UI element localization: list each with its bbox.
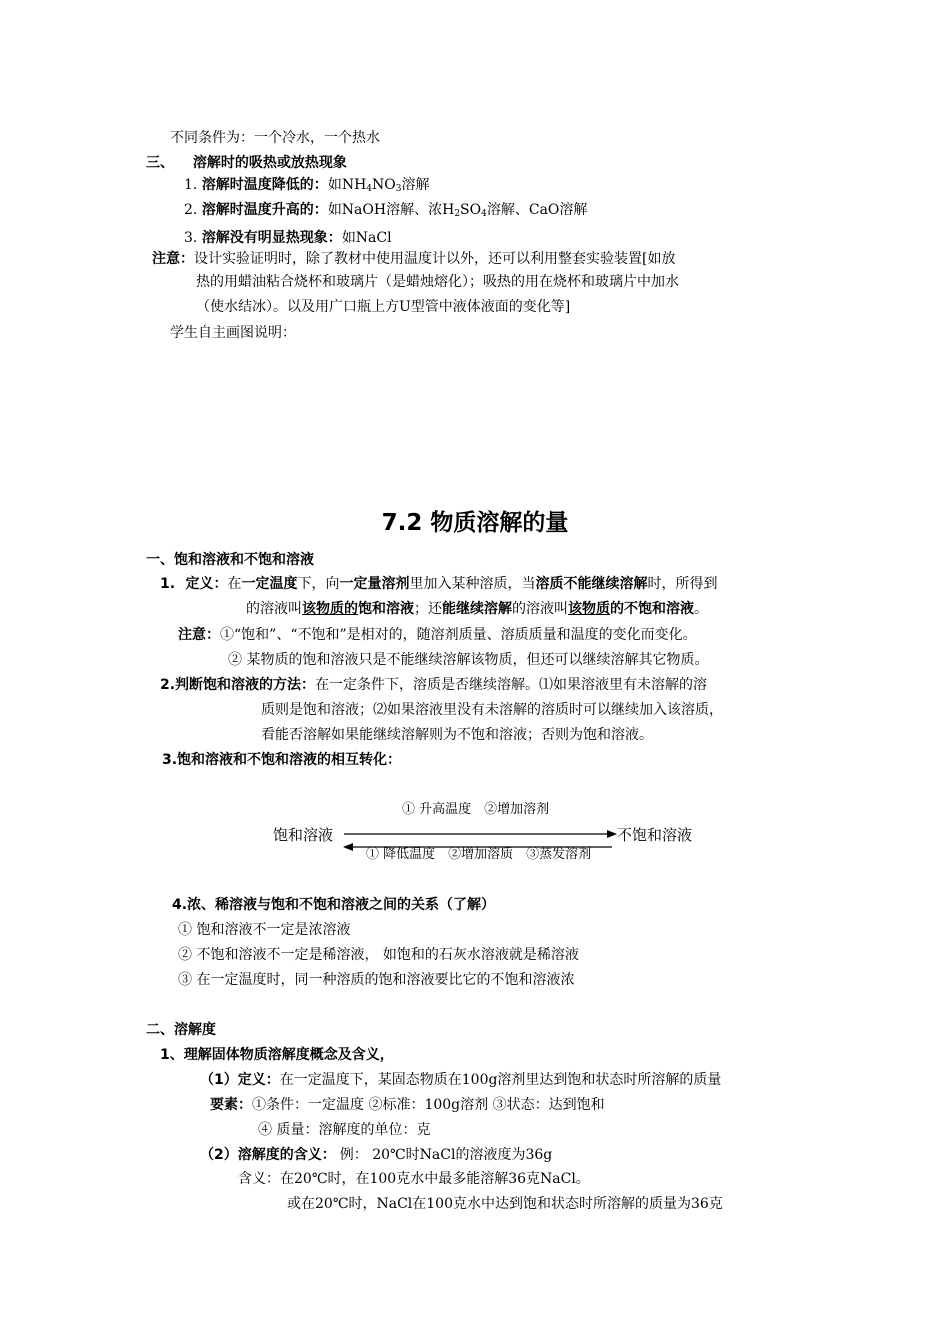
conversion-top-label: ① 升高温度 ②增加溶剂	[402, 802, 550, 817]
text: ；还	[414, 601, 442, 617]
item-text: 溶解、CaO溶解	[486, 202, 588, 218]
item-label: 3.饱和溶液和不饱和溶液的相互转化：	[162, 752, 402, 768]
text-line: 不同条件为：一个冷水，一个热水	[170, 130, 380, 146]
item-label: （2）溶解度的含义：	[200, 1147, 336, 1163]
item-text: 如NaOH溶解、浓H	[327, 202, 455, 218]
backward-arrow-head	[343, 843, 353, 851]
bold-term: 溶质不能继续溶解	[535, 576, 648, 592]
item-number: 1.	[184, 177, 198, 193]
note-label: 注意：	[152, 251, 194, 267]
conversion-bottom-label: ① 降低温度 ②增加溶质 ③蒸发溶剂	[366, 847, 592, 862]
forward-arrow-head	[607, 830, 617, 838]
item-label: （1）定义：	[200, 1072, 280, 1088]
section-heading: 二、溶解度	[146, 1022, 216, 1038]
text: 的溶液叫	[246, 601, 302, 617]
method-line: 质则是饱和溶液；⑵如果溶液里没有未溶解的溶质时可以继续加入该溶质，	[261, 702, 723, 718]
note-label: 注意：	[178, 627, 220, 643]
meaning-example: 例： 20℃时NaCl的溶液度为36g	[339, 1147, 553, 1163]
list-item: ② 不饱和溶液不一定是稀溶液， 如饱和的石灰水溶液就是稀溶液	[178, 947, 579, 963]
conversion-right-label: 不饱和溶液	[617, 826, 693, 844]
text: 时，所得到	[647, 576, 718, 592]
subscript: 3	[395, 184, 402, 194]
text-line: 学生自主画图说明：	[170, 325, 296, 341]
item-label: 4.浓、稀溶液与饱和不饱和溶液之间的关系（了解）	[172, 897, 496, 913]
item-text: 如	[327, 177, 342, 193]
item-number: 1.	[160, 576, 176, 592]
item-label: 溶解时温度降低的：	[201, 177, 328, 193]
chem-text: NH	[341, 177, 367, 193]
section-number: 三、	[146, 155, 174, 171]
item-label: 溶解没有明显热现象：	[201, 230, 342, 246]
definition-text: 在一定温度下，某固态物质在100g溶剂里达到饱和状态时所溶解的质量	[279, 1072, 722, 1088]
underlined-term: 该物质	[568, 601, 610, 617]
list-item: ① 饱和溶液不一定是浓溶液	[178, 922, 351, 938]
section-title: 溶解时的吸热或放热现象	[192, 155, 347, 171]
note-text: ①“饱和”、“不饱和”是相对的，随溶剂质量、溶质质量和温度的变化而变化。	[220, 627, 697, 643]
item-label: 溶解时温度升高的：	[201, 202, 328, 218]
bold-term: 能继续溶解	[442, 601, 512, 617]
underlined-term: 该物质的	[302, 601, 358, 617]
elements-line: ④ 质量：溶解度的单位：克	[258, 1122, 431, 1138]
item-number: 3.	[184, 230, 198, 246]
item-label: 要素：	[210, 1097, 252, 1113]
bold-term: 饱和溶液	[358, 601, 414, 617]
text: 在	[227, 576, 242, 592]
conversion-left-label: 饱和溶液	[273, 826, 334, 844]
note-text: 设计实验证明时，除了教材中使用温度计以外，还可以利用整套实验装置[如放	[194, 251, 676, 267]
bold-term: 一定温度	[241, 576, 298, 592]
note-line: ② 某物质的饱和溶液只是不能继续溶解该物质，但还可以继续溶解其它物质。	[228, 652, 709, 668]
note-line: （使水结冰）。以及用广口瓶上方U型管中液体液面的变化等]	[196, 299, 571, 315]
meaning-line: 含义：在20℃时，在100克水中最多能溶解36克NaCl。	[238, 1171, 590, 1187]
text: 的溶液叫	[512, 601, 568, 617]
note-line: 热的用蜡油粘合烧杯和玻璃片（是蜡烛熔化）；吸热的用在烧杯和玻璃片中加水	[196, 274, 679, 290]
subscript: 4	[481, 209, 487, 219]
text: 里加入某种溶质，当	[409, 576, 536, 592]
item-number: 2.	[184, 202, 198, 218]
elements-text: ①条件：一定温度 ②标准：100g溶剂 ③状态：达到饱和	[252, 1097, 605, 1113]
subsection-heading: 1、理解固体物质溶解度概念及含义，	[160, 1047, 394, 1063]
item-text: 如NaCl	[341, 230, 392, 246]
item-label: 定义：	[185, 576, 228, 592]
bold-term: 的不饱和溶液	[610, 601, 694, 617]
text: 。	[694, 601, 708, 617]
item-text: 溶解	[401, 177, 430, 193]
subscript: 4	[366, 184, 373, 194]
method-text: 在一定条件下，溶质是否继续溶解。⑴如果溶液里有未溶解的溶	[315, 677, 708, 693]
subscript: 2	[454, 209, 461, 219]
item-label: 2.判断饱和溶液的方法：	[160, 677, 316, 693]
bold-term: 一定量溶剂	[339, 576, 410, 592]
section-heading: 一、饱和溶液和不饱和溶液	[146, 552, 314, 568]
method-line: 看能否溶解如果能继续溶解则为不饱和溶液；否则为饱和溶液。	[261, 727, 653, 743]
list-item: ③ 在一定温度时，同一种溶质的饱和溶液要比它的不饱和溶液浓	[178, 972, 575, 988]
chem-text: NO	[372, 177, 396, 193]
text: 下，向	[297, 576, 340, 592]
meaning-line	[200, 1146, 552, 1164]
elements-line	[210, 1096, 605, 1114]
item-text: SO	[460, 202, 482, 218]
page-title: 7.2 物质溶解的量	[381, 510, 569, 536]
definition-line	[200, 1071, 721, 1089]
meaning-line: 或在20℃时，NaCl在100克水中达到饱和状态时所溶解的质量为36克	[287, 1196, 723, 1212]
